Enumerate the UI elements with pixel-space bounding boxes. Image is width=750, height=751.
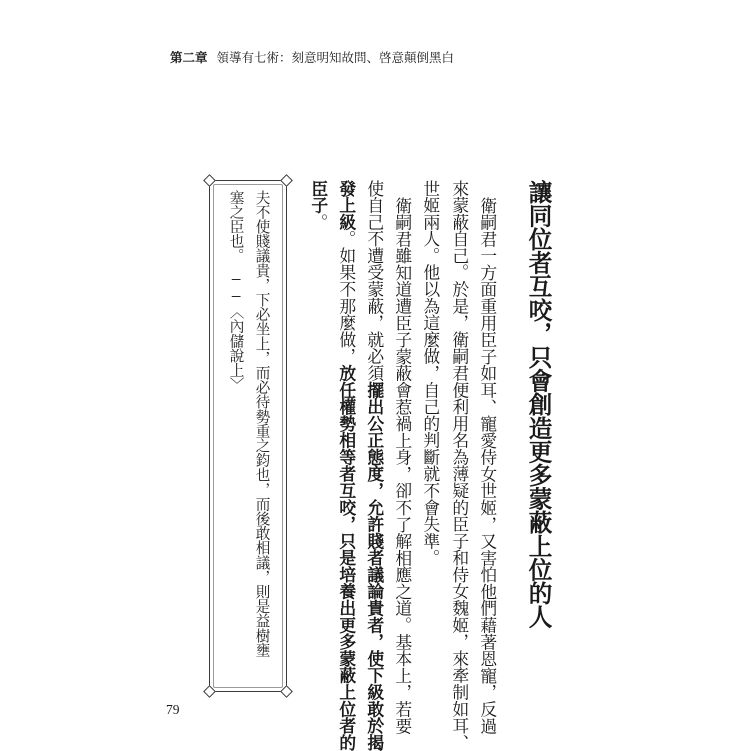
quotation-line-1: 夫不使賤議貴，下必坐上，而必待勢重之鈞也，而後敢相議，則是益樹壅	[253, 190, 271, 658]
frame-corner-ornament	[203, 174, 216, 187]
paragraph-1-line-3: 世姬兩人。他以為這麼做，自己的判斷就不會失準。	[420, 180, 441, 567]
chapter-title: 領導有七術：刻意明知故問、啓意顛倒黑白	[216, 50, 455, 65]
paragraph-2-line-3	[338, 180, 355, 751]
quotation-line-2: 塞之臣也。 ——〈內儲說上〉	[227, 190, 245, 392]
frame-corner-ornament	[203, 685, 216, 698]
running-header	[170, 50, 454, 66]
frame-corner-ornament	[280, 174, 293, 187]
paragraph-2-line-3-bold-b: 放任權勢相等者互咬，只是培養出更多蒙蔽上位者的	[336, 364, 357, 751]
page-number: 79	[166, 702, 180, 717]
quotation-frame	[209, 180, 287, 692]
paragraph-2-line-3-plain: 。如果不那麼做，	[336, 230, 357, 365]
paragraph-2-line-2-bold: 擺出公正態度，允許賤者議論貴者，使下級敢於揭	[364, 381, 385, 751]
paragraph-2-line-4-bold: 臣子	[308, 180, 329, 214]
paragraph-2-line-2	[366, 180, 383, 751]
frame-corner-ornament	[280, 685, 293, 698]
paragraph-2-line-2-plain: 使自己不遭受蒙蔽，就必須	[364, 180, 385, 382]
paragraph-2-line-1: 衛嗣君雖知道遭臣子蒙蔽會惹禍上身，卻不了解相應之道。基本上，若要	[392, 197, 413, 735]
paragraph-2-line-3-bold-a: 發上級	[336, 180, 357, 231]
paragraph-2-line-4-plain: 。	[308, 213, 329, 231]
paragraph-1-line-1: 衛嗣君一方面重用臣子如耳、寵愛侍女世姬，又害怕他們藉著恩寵，反過	[477, 197, 498, 735]
chapter-label: 第二章	[170, 50, 208, 65]
section-heading: 讓同位者互咬，只會創造更多蒙蔽上位的人	[524, 180, 553, 629]
paragraph-1-line-2: 來蒙蔽自己。於是，衛嗣君便利用名為薄疑的臣子和侍女魏姬，來牽制如耳、	[449, 180, 470, 751]
paragraph-2-line-4	[310, 180, 327, 230]
